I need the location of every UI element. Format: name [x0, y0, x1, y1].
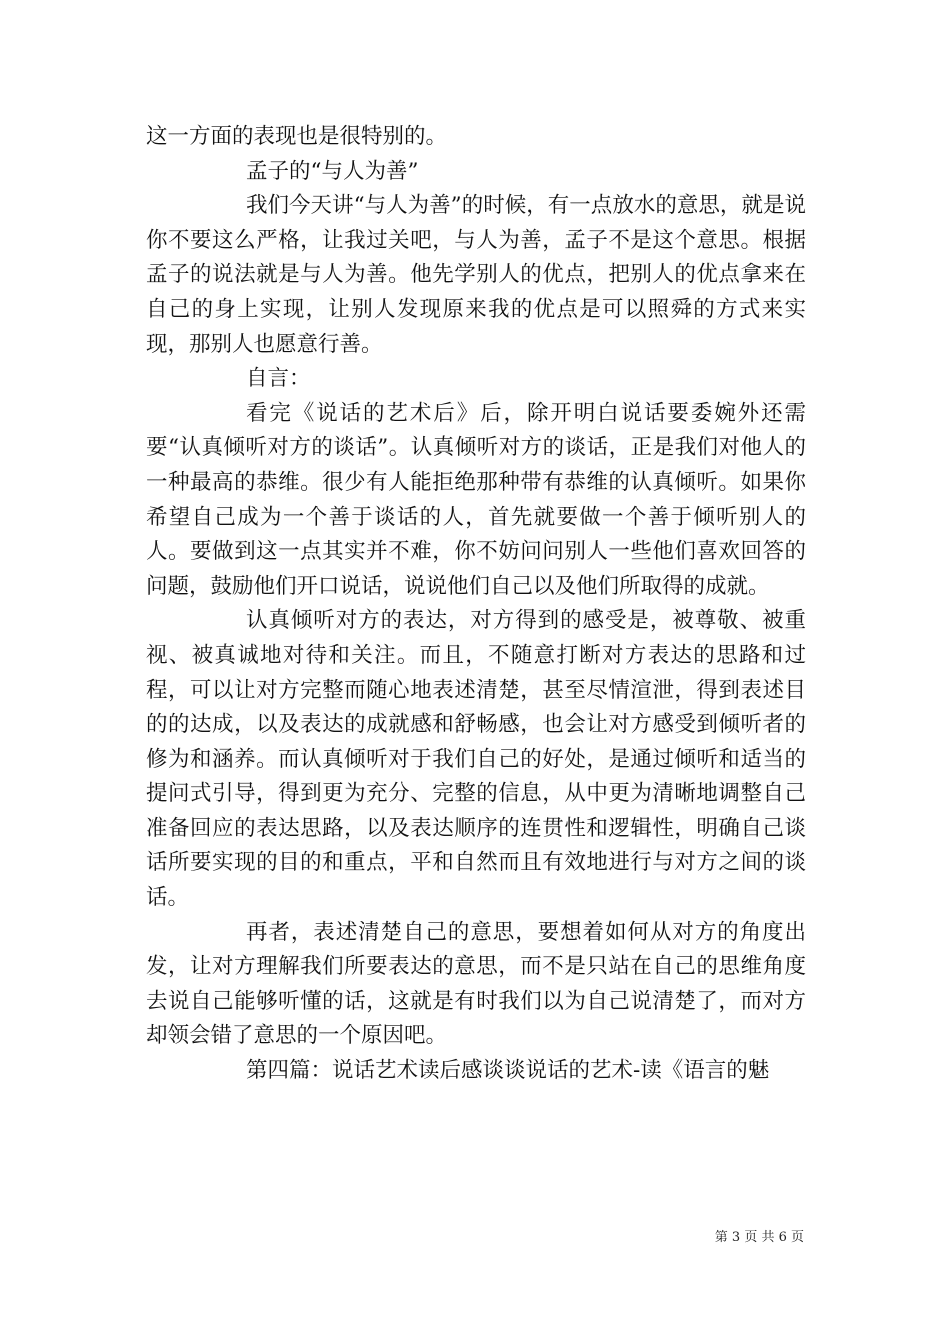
page-number: 第 3 页 共 6 页: [714, 1230, 804, 1245]
chapter-heading: 第四篇：说话艺术读后感谈谈说话的艺术-读《语言的魅: [246, 1058, 770, 1084]
paragraph: 我们今天讲“与人为善”的时候，有一点放水的意思，就是说你不要这么严格，让我过关吧，与人为善，孟子不是这个意思。根据孟子的说法就是与人为善。他先学别人的优点，把别人的优点拿来在自己的身上实现，让别人发现原来我的优点是可以照舜的方式来实现，那别人也愿意行善。: [146, 193, 806, 357]
paragraph: 看完《说话的艺术后》后，除开明白说话要委婉外还需要“认真倾听对方的谈话”。认真倾听对方的谈话，正是我们对他人的一种最高的恭维。很少有人能拒绝那种带有恭维的认真倾听。如果你希望自己成为一个善于谈话的人，首先就要做一个善于倾听别人的人。要做到这一点其实并不难，你不妨问问别人一些他们喜欢回答的问题，鼓励他们开口说话，说说他们自己以及他们所取得的成就。: [146, 400, 806, 599]
paragraph: 认真倾听对方的表达，对方得到的感受是，被尊敬、被重视、被真诚地对待和关注。而且，不随意打断对方表达的思路和过程，可以让对方完整而随心地表述清楚，甚至尽情渲泄，得到表述目的的达成，以及表达的成就感和舒畅感，也会让对方感受到倾听者的修为和涵养。而认真倾听对于我们自己的好处，是通过倾听和适当的提问式引导，得到更为充分、完整的信息，从中更为清晰地调整自己准备回应的表达思路，以及表达顺序的连贯性和逻辑性，明确自己谈话所要实现的目的和重点，平和自然而且有效地进行与对方之间的谈话。: [146, 608, 806, 911]
document-body: [146, 120, 806, 1089]
paragraph: 这一方面的表现也是很特别的。: [146, 124, 448, 149]
paragraph: 再者，表述清楚自己的意思，要想着如何从对方的角度出发，让对方理解我们所要表达的意思，而不是只站在自己的思维角度去说自己能够听懂的话，这就是有时我们以为自己说清楚了，而对方却领会错了意思的一个原因吧。: [146, 919, 806, 1049]
section-heading: 自言：: [246, 366, 311, 392]
section-heading: 孟子的“与人为善”: [246, 158, 419, 184]
